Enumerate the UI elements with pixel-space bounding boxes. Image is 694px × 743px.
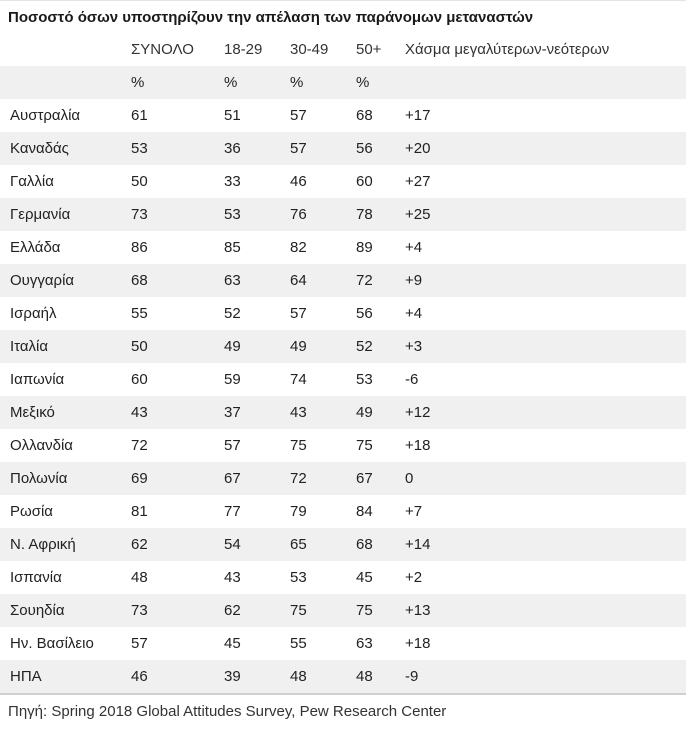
cell-country: Σουηδία (10, 602, 65, 619)
table-row (0, 297, 686, 330)
cell-total: 53 (131, 140, 148, 157)
table-row (0, 660, 686, 693)
column-header-18-29: 18-29 (224, 41, 263, 58)
cell-30-49: 76 (290, 206, 307, 223)
cell-30-49: 74 (290, 371, 307, 388)
cell-18-29: 85 (224, 239, 241, 256)
cell-50-plus: 56 (356, 305, 373, 322)
cell-50-plus: 75 (356, 602, 373, 619)
column-header-row (0, 33, 686, 66)
cell-total: 43 (131, 404, 148, 421)
cell-country: Γαλλία (10, 173, 54, 190)
table-row (0, 330, 686, 363)
cell-30-49: 65 (290, 536, 307, 553)
cell-18-29: 43 (224, 569, 241, 586)
cell-50-plus: 48 (356, 668, 373, 685)
cell-18-29: 45 (224, 635, 241, 652)
cell-18-29: 67 (224, 470, 241, 487)
cell-gap: +14 (405, 536, 431, 553)
table-row (0, 165, 686, 198)
cell-18-29: 39 (224, 668, 241, 685)
source-note (0, 693, 686, 728)
cell-country: Ην. Βασίλειο (10, 635, 94, 652)
table-row (0, 363, 686, 396)
cell-gap: +7 (405, 503, 423, 520)
cell-country: ΗΠΑ (10, 668, 42, 685)
cell-country: Μεξικό (10, 404, 55, 421)
cell-30-49: 79 (290, 503, 307, 520)
cell-50-plus: 67 (356, 470, 373, 487)
cell-total: 48 (131, 569, 148, 586)
source-link[interactable]: Spring 2018 Global Attitudes Survey (51, 703, 292, 720)
cell-gap: +9 (405, 272, 423, 289)
cell-total: 50 (131, 338, 148, 355)
cell-total: 46 (131, 668, 148, 685)
cell-50-plus: 75 (356, 437, 373, 454)
table-row (0, 594, 686, 627)
cell-50-plus: 45 (356, 569, 373, 586)
cell-total: 50 (131, 173, 148, 190)
unit-cell: % (356, 74, 370, 91)
cell-30-49: 46 (290, 173, 307, 190)
column-header-gap: Χάσμα μεγαλύτερων-νεότερων (405, 41, 610, 58)
table-row (0, 264, 686, 297)
cell-30-49: 55 (290, 635, 307, 652)
column-header-total: ΣΥΝΟΛΟ (131, 41, 194, 58)
cell-gap: +20 (405, 140, 431, 157)
cell-country: Ελλάδα (10, 239, 61, 256)
cell-30-49: 53 (290, 569, 307, 586)
cell-18-29: 37 (224, 404, 241, 421)
cell-18-29: 52 (224, 305, 241, 322)
cell-gap: +12 (405, 404, 431, 421)
cell-50-plus: 49 (356, 404, 373, 421)
table-row (0, 99, 686, 132)
table-row (0, 198, 686, 231)
cell-50-plus: 56 (356, 140, 373, 157)
table-title: Ποσοστό όσων υποστηρίζουν την απέλαση των παράνομων μεταναστών (0, 0, 686, 33)
unit-cell: % (131, 74, 145, 91)
cell-country: Ιταλία (10, 338, 49, 355)
column-header-50-plus: 50+ (356, 41, 382, 58)
cell-total: 60 (131, 371, 148, 388)
cell-country: Αυστραλία (10, 107, 81, 124)
cell-50-plus: 68 (356, 536, 373, 553)
cell-country: Ιαπωνία (10, 371, 65, 388)
cell-30-49: 57 (290, 305, 307, 322)
cell-gap: -9 (405, 668, 419, 685)
cell-total: 73 (131, 206, 148, 223)
cell-total: 55 (131, 305, 148, 322)
table-row (0, 495, 686, 528)
cell-18-29: 51 (224, 107, 241, 124)
cell-18-29: 53 (224, 206, 241, 223)
cell-50-plus: 52 (356, 338, 373, 355)
cell-total: 57 (131, 635, 148, 652)
cell-gap: +4 (405, 239, 423, 256)
cell-country: Γερμανία (10, 206, 71, 223)
cell-gap: +18 (405, 437, 431, 454)
cell-50-plus: 63 (356, 635, 373, 652)
cell-country: Ν. Αφρική (10, 536, 76, 553)
cell-18-29: 57 (224, 437, 241, 454)
cell-30-49: 75 (290, 602, 307, 619)
table-body (0, 99, 686, 693)
unit-cell: % (224, 74, 238, 91)
cell-50-plus: 72 (356, 272, 373, 289)
cell-50-plus: 60 (356, 173, 373, 190)
table-row (0, 132, 686, 165)
cell-country: Ρωσία (10, 503, 53, 520)
cell-total: 61 (131, 107, 148, 124)
table-row (0, 231, 686, 264)
cell-country: Ολλανδία (10, 437, 73, 454)
cell-18-29: 36 (224, 140, 241, 157)
cell-18-29: 63 (224, 272, 241, 289)
cell-gap: +3 (405, 338, 423, 355)
cell-30-49: 72 (290, 470, 307, 487)
cell-gap: +27 (405, 173, 431, 190)
table-row (0, 561, 686, 594)
cell-total: 86 (131, 239, 148, 256)
cell-gap: +18 (405, 635, 431, 652)
cell-30-49: 48 (290, 668, 307, 685)
cell-50-plus: 53 (356, 371, 373, 388)
unit-row (0, 66, 686, 99)
cell-total: 68 (131, 272, 148, 289)
table-row (0, 627, 686, 660)
cell-18-29: 77 (224, 503, 241, 520)
table-row (0, 396, 686, 429)
cell-50-plus: 78 (356, 206, 373, 223)
cell-gap: +4 (405, 305, 423, 322)
cell-country: Ισραήλ (10, 305, 57, 322)
cell-30-49: 75 (290, 437, 307, 454)
cell-30-49: 49 (290, 338, 307, 355)
cell-total: 73 (131, 602, 148, 619)
cell-gap: +2 (405, 569, 423, 586)
cell-18-29: 49 (224, 338, 241, 355)
cell-gap: 0 (405, 470, 414, 487)
cell-country: Ουγγαρία (10, 272, 75, 289)
cell-30-49: 43 (290, 404, 307, 421)
source-suffix: , Pew Research Center (291, 703, 447, 720)
cell-gap: +17 (405, 107, 431, 124)
cell-gap: +25 (405, 206, 431, 223)
cell-total: 72 (131, 437, 148, 454)
cell-18-29: 59 (224, 371, 241, 388)
cell-total: 81 (131, 503, 148, 520)
cell-total: 69 (131, 470, 148, 487)
cell-50-plus: 68 (356, 107, 373, 124)
cell-18-29: 62 (224, 602, 241, 619)
cell-50-plus: 84 (356, 503, 373, 520)
table-row (0, 429, 686, 462)
cell-country: Καναδάς (10, 140, 69, 157)
cell-30-49: 57 (290, 107, 307, 124)
cell-total: 62 (131, 536, 148, 553)
cell-gap: +13 (405, 602, 431, 619)
table-row (0, 528, 686, 561)
cell-18-29: 54 (224, 536, 241, 553)
cell-50-plus: 89 (356, 239, 373, 256)
cell-30-49: 57 (290, 140, 307, 157)
cell-30-49: 64 (290, 272, 307, 289)
column-header-30-49: 30-49 (290, 41, 329, 58)
cell-30-49: 82 (290, 239, 307, 256)
cell-18-29: 33 (224, 173, 241, 190)
source-prefix: Πηγή: (8, 703, 52, 720)
unit-cell: % (290, 74, 304, 91)
cell-country: Πολωνία (10, 470, 68, 487)
table-row (0, 462, 686, 495)
cell-gap: -6 (405, 371, 419, 388)
cell-country: Ισπανία (10, 569, 62, 586)
